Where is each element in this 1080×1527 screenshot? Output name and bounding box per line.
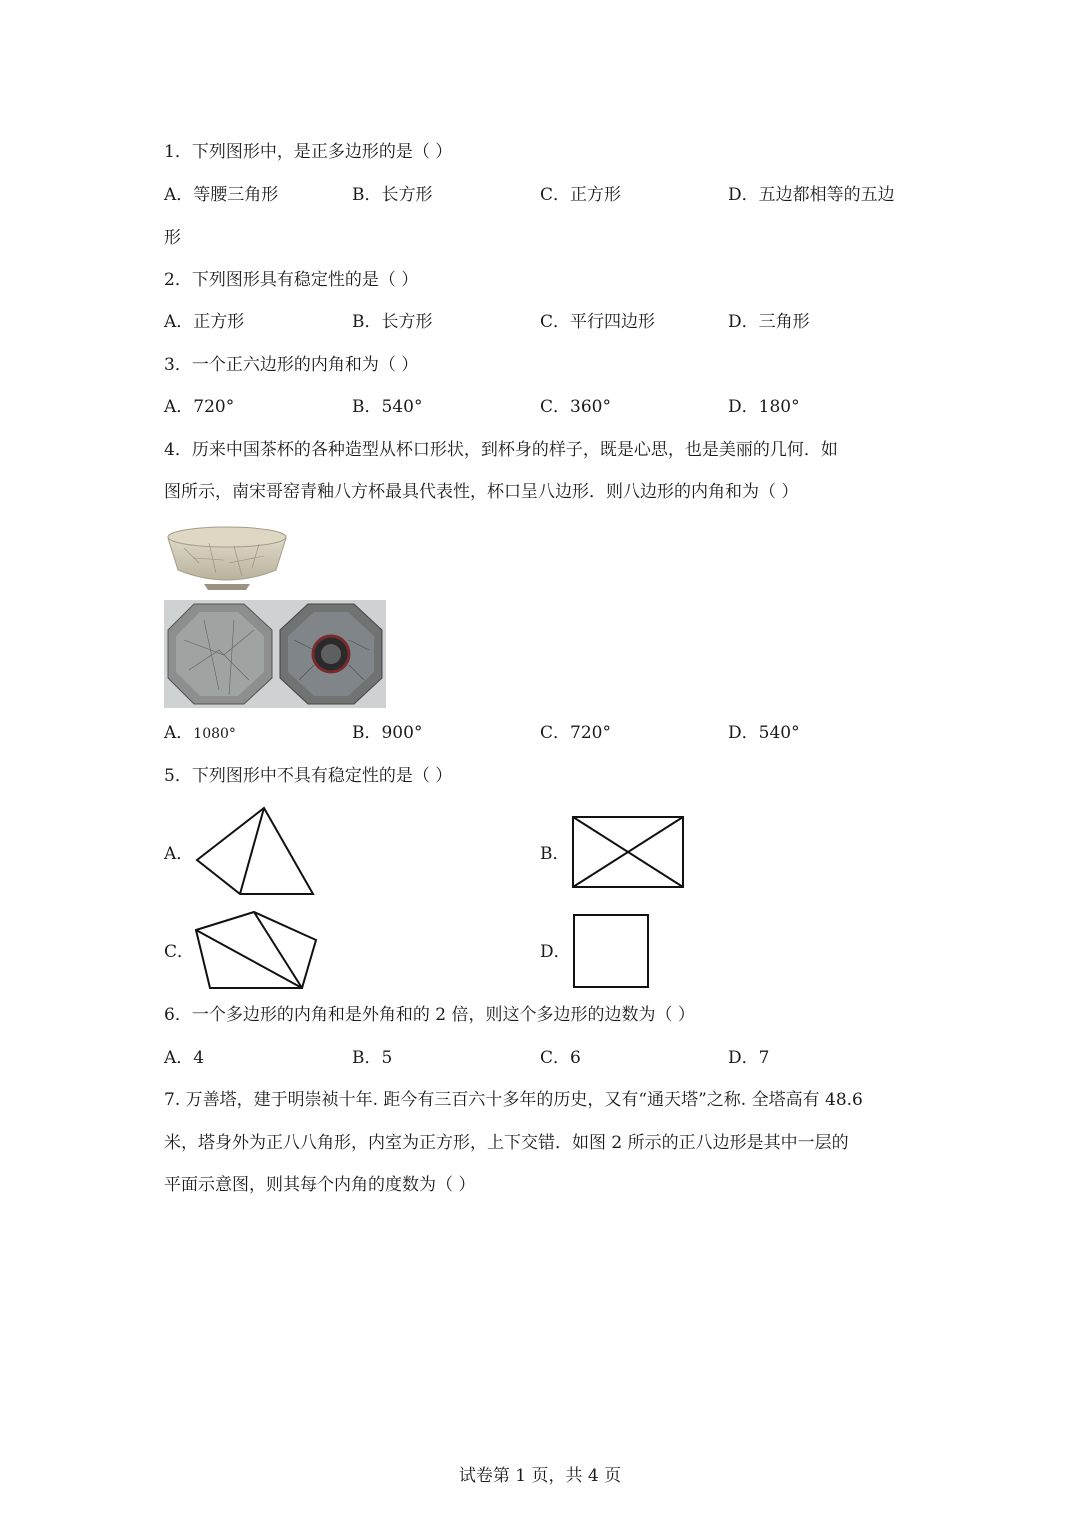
q1-option-a: A．等腰三角形	[164, 185, 279, 205]
question-1-stem: 1．下列图形中，是正多边形的是（ ）	[164, 142, 453, 162]
q5-figure-a-triangles	[192, 804, 318, 900]
q1-option-d: D．五边都相等的五边	[728, 185, 895, 205]
q2-option-b: B．长方形	[352, 312, 433, 332]
q5-figure-b-rectangle-diagonals	[570, 814, 686, 890]
q6-option-d: D．7	[728, 1048, 770, 1068]
q4-option-b: B．900°	[352, 723, 423, 743]
q5-figure-b-label: B．	[540, 844, 570, 864]
q4-option-a-value: 1080°	[193, 726, 236, 742]
q1-option-b: B．长方形	[352, 185, 433, 205]
page-footer: 试卷第 1 页，共 4 页	[458, 1466, 622, 1486]
q1-option-d-continuation: 形	[164, 228, 181, 248]
q2-option-a: A．正方形	[164, 312, 245, 332]
q2-option-d: D．三角形	[728, 312, 810, 332]
q3-option-c: C．360°	[540, 397, 611, 417]
q5-figure-a-label: A．	[164, 844, 194, 864]
q6-option-b: B．5	[352, 1048, 393, 1068]
q4-option-a-letter: A．	[164, 723, 194, 743]
question-4-stem-line-2: 图所示，南宋哥窑青釉八方杯最具代表性，杯口呈八边形．则八边形的内角和为（ ）	[164, 482, 799, 502]
question-6-stem: 6．一个多边形的内角和是外角和的 2 倍，则这个多边形的边数为（ ）	[164, 1005, 695, 1025]
question-3-stem: 3．一个正六边形的内角和为（ ）	[164, 355, 419, 375]
q5-figure-d-label: D．	[540, 942, 571, 962]
question-5-stem: 5．下列图形中不具有稳定性的是（ ）	[164, 766, 453, 786]
q3-option-b: B．540°	[352, 397, 423, 417]
q5-figure-c-pentagon-triangulated	[192, 908, 320, 992]
question-4-stem-line-1: 4．历来中国茶杯的各种造型从杯口形状，到杯身的样子，既是心思，也是美丽的几何．如	[164, 440, 838, 460]
bowl-side-photo	[164, 518, 290, 594]
q6-option-c: C．6	[540, 1048, 581, 1068]
q4-option-c: C．720°	[540, 723, 611, 743]
q6-option-a: A．4	[164, 1048, 205, 1068]
bowl-octagon-photo	[164, 600, 386, 708]
question-2-stem: 2．下列图形具有稳定性的是（ ）	[164, 270, 419, 290]
q2-option-c: C．平行四边形	[540, 312, 656, 332]
q4-option-a	[164, 721, 236, 746]
question-7-stem-line-1: 7. 万善塔，建于明崇祯十年. 距今有三百六十多年的历史，又有“通天塔”之称. 全塔高有 48.6	[164, 1090, 863, 1110]
q5-figure-d-square	[571, 912, 651, 990]
q1-option-c: C．正方形	[540, 185, 622, 205]
q3-option-d: D．180°	[728, 397, 800, 417]
question-7-stem-line-2: 米，塔身外为正八八角形，内室为正方形，上下交错．如图 2 所示的正八边形是其中一层的	[164, 1133, 849, 1153]
q4-option-d: D．540°	[728, 723, 800, 743]
q5-figure-c-label: C．	[164, 942, 195, 962]
question-7-stem-line-3: 平面示意图，则其每个内角的度数为（ ）	[164, 1175, 476, 1195]
q3-option-a: A．720°	[164, 397, 235, 417]
